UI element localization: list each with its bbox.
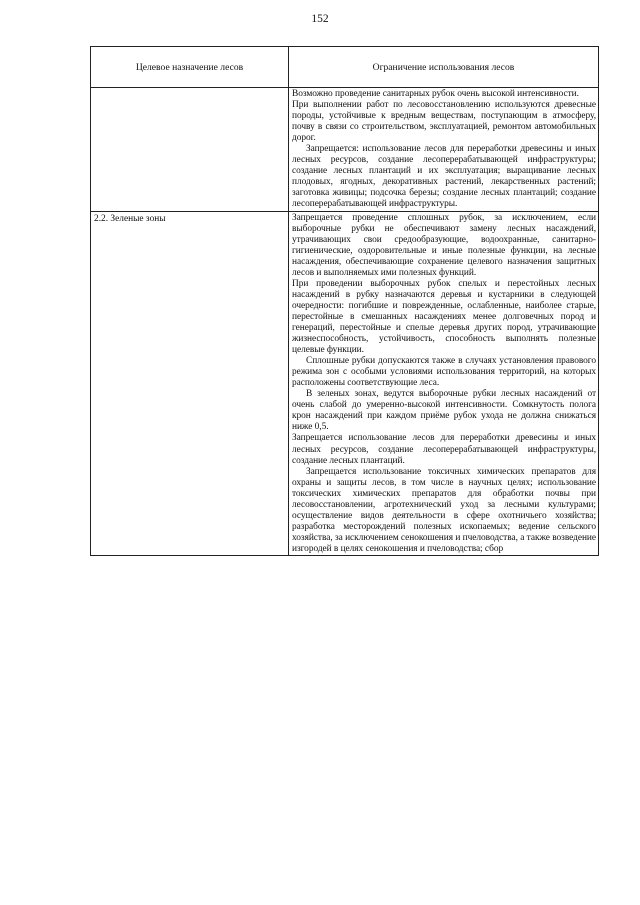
forest-purpose-cell bbox=[91, 88, 289, 212]
restriction-paragraph: Запрещается: использование лесов для переработки древесины и иных лесных ресурсов, создание лесоперерабатывающей инфраструктуры; создание лесных плантаций и их эксплуатация; выращивание лесных плодовых, ягодных, декоративных растений, лекарственных растений; заготовка живицы; подсочка березы; создание лесных плантаций; создание лесоперерабатывающей инфраструктуры. bbox=[292, 144, 596, 210]
header-usage-restriction: Ограничение использования лесов bbox=[289, 47, 599, 88]
restriction-paragraph: В зеленых зонах, ведутся выборочные рубки лесных насаждений от очень слабой до умеренно-высокой интенсивности. Сомкнутость полога крон насаждений при каждом приёме рубок ухода не должна снижаться ниже 0,5. bbox=[292, 389, 596, 433]
forest-purpose-cell: 2.2. Зеленые зоны bbox=[91, 211, 289, 555]
table-body bbox=[91, 88, 599, 556]
restriction-paragraph: Запрещается использование лесов для переработки древесины и иных лесных ресурсов, создание лесоперерабатывающей инфраструктуры, создание лесных плантаций. bbox=[292, 433, 596, 466]
usage-restriction-cell bbox=[289, 211, 599, 555]
usage-restriction-cell bbox=[289, 88, 599, 212]
table-header-row bbox=[91, 47, 599, 88]
restriction-paragraph: При выполнении работ по лесовосстановлению используются древесные породы, устойчивые к вредным веществам, поступающим в атмосферу, почву в связи со строительством, эксплуатацией, ремонтом автомобильных дорог. bbox=[292, 100, 596, 144]
table-row bbox=[91, 88, 599, 212]
restriction-paragraph: При проведении выборочных рубок спелых и перестойных лесных насаждений в рубку назначаются деревья и кустарники в следующей очередности: погибшие и поврежденные, ослабленные, наиболее старые, перестойные в смешанных насаждениях менее долговечных пород и генераций, перестойные и спелые деревья других пород, утрачивающие жизнеспособность, устойчивость, способность выполнять полезные целевые функции. bbox=[292, 278, 596, 356]
page-number: 152 bbox=[311, 13, 329, 25]
restriction-paragraph: Запрещается использование токсичных химических препаратов для охраны и защиты лесов, в том числе в научных целях; использование токсических химических препаратов для обработки почвы при лесовосстановлении, агротехнический уход за лесными культурами; осуществление видов деятельности в сфере охотничьего хозяйства; разработка месторождений полезных ископаемых; ведение сельского хозяйства, за исключением сенокошения и пчеловодства, а также возведение изгородей в целях сенокошения и пчеловодства; сбор bbox=[292, 466, 596, 554]
restriction-paragraph: Сплошные рубки допускаются также в случаях установления правового режима зон с особыми условиями использования территорий, на которых расположены соответствующие леса. bbox=[292, 356, 596, 389]
restriction-paragraph: Возможно проведение санитарных рубок очень высокой интенсивности. bbox=[292, 89, 579, 99]
restriction-paragraph: Запрещается проведение сплошных рубок, за исключением, если выборочные рубки не обеспечивают замену лесных насаждений, утрачивающих свои средообразующие, водоохранные, санитарно-гигиенические, оздоровительные и иные полезные функции, на лесные насаждения, обеспечивающие сохранение целевого назначения защитных лесов и выполняемых ими полезных функций. bbox=[292, 212, 596, 278]
header-forest-purpose: Целевое назначение лесов bbox=[91, 47, 289, 88]
table-row bbox=[91, 211, 599, 555]
forest-restrictions-table bbox=[90, 46, 599, 556]
